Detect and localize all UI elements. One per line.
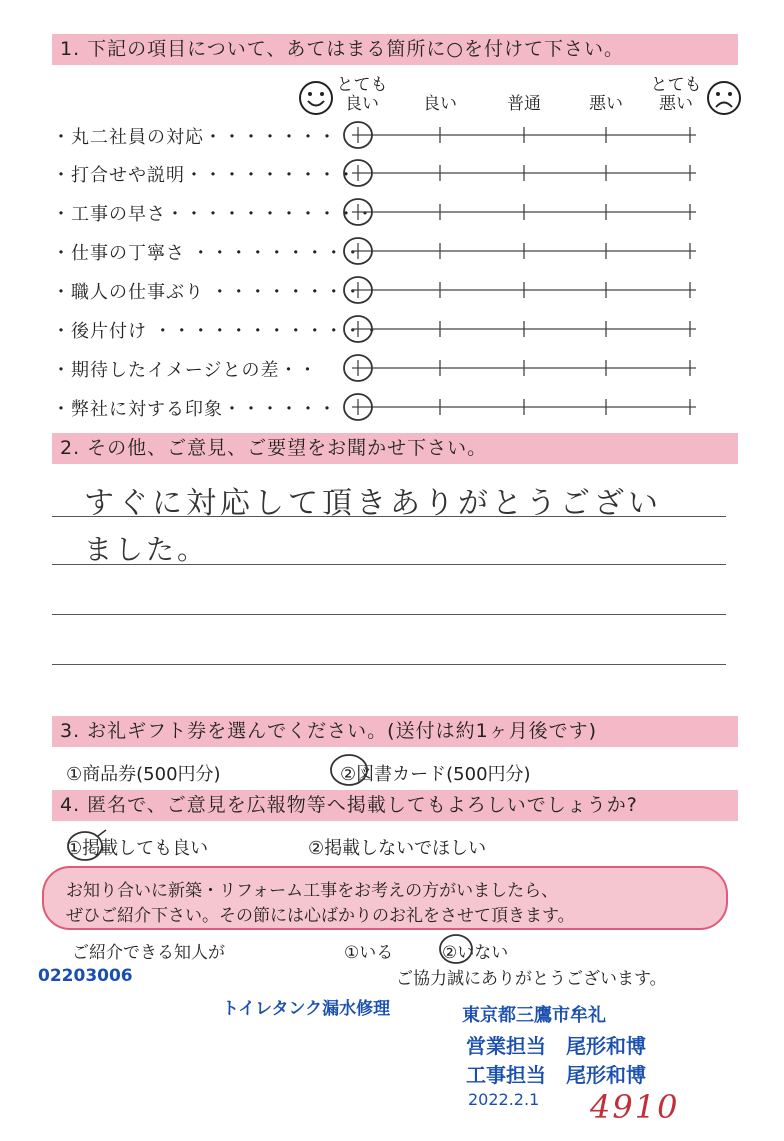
code-stamp: 02203006 xyxy=(38,966,133,986)
address-stamp: 東京都三鷹市牟礼 xyxy=(462,1005,606,1026)
scale-very-good-header: とても 良い xyxy=(336,75,388,114)
rating-row-label: ・打合せや説明・・・・・・・・・ xyxy=(52,165,356,186)
rating-row-label: ・仕事の丁寧さ ・・・・・・・・・ xyxy=(52,243,363,264)
rating-row-label: ・弊社に対する印象・・・・・・ xyxy=(52,399,337,420)
rating-row-label: ・工事の早さ・・・・・・・・・・・ xyxy=(52,204,375,225)
gift-option-book-card: ②図書カード(500円分) xyxy=(340,764,531,785)
comment-line-3 xyxy=(52,614,726,615)
selected-circle-icon xyxy=(64,828,110,864)
rating-scale-line xyxy=(340,315,700,345)
rating-row-label: ・期待したイメージとの差・・ xyxy=(52,360,318,381)
rating-row-label: ・後片付け ・・・・・・・・・・・・ xyxy=(52,321,382,342)
handwritten-comment-1: すぐに対応して頂きありがとうござい xyxy=(84,486,662,521)
scale-normal-header: 普通 xyxy=(507,94,541,114)
frown-face-icon xyxy=(706,80,742,116)
thanks-text: ご協力誠にありがとうございます。 xyxy=(396,969,667,989)
scale-very-bad-header: とても 悪い xyxy=(650,75,702,114)
sales-rep-stamp: 営業担当 尾形和博 xyxy=(466,1034,646,1058)
construction-rep-stamp: 工事担当 尾形和博 xyxy=(466,1063,646,1087)
rating-scale-line xyxy=(340,237,700,267)
handwritten-comment-2: ました。 xyxy=(84,533,209,566)
section1-title: 1. 下記の項目について、あてはまる箇所に○を付けて下さい。 xyxy=(52,34,738,65)
referral-option-yes: ①いる xyxy=(344,943,394,963)
section4-title: 4. 匿名で、ご意見を広報物等へ掲載してもよろしいでしょうか? xyxy=(52,790,738,821)
smiley-face-icon xyxy=(298,80,334,116)
scale-bad-header: 悪い xyxy=(589,94,623,114)
referral-option-no: ②いない xyxy=(442,943,509,963)
rating-scale-line xyxy=(340,198,700,228)
work-stamp: トイレタンク漏水修理 xyxy=(222,999,391,1019)
section3-title: 3. お礼ギフト券を選んでください。(送付は約1ヶ月後です) xyxy=(52,716,738,747)
rating-row-label: ・丸二社員の対応・・・・・・・ xyxy=(52,127,337,148)
gift-option-product-voucher: ①商品券(500円分) xyxy=(66,764,221,785)
referral-question: ご紹介できる知人が xyxy=(72,943,225,963)
rating-scale-line xyxy=(340,121,700,151)
referral-text-2: ぜひご紹介下さい。その節には心ばかりのお礼をさせて頂きます。 xyxy=(66,906,575,926)
rating-scale-line xyxy=(340,159,700,189)
referral-box xyxy=(42,866,728,930)
section2-title: 2. その他、ご意見、ご要望をお聞かせ下さい。 xyxy=(52,433,738,464)
handwritten-number: 4910 xyxy=(590,1088,680,1126)
publish-option-no: ②掲載しないでほしい xyxy=(308,838,487,859)
date-stamp: 2022.2.1 xyxy=(468,1090,540,1109)
comment-line-4 xyxy=(52,664,726,665)
scale-good-header: 良い xyxy=(423,94,457,114)
publish-option-ok: ①掲載しても良い xyxy=(66,838,209,859)
selected-circle-icon xyxy=(328,752,370,788)
referral-text-1: お知り合いに新築・リフォーム工事をお考えの方がいましたら、 xyxy=(66,881,559,901)
rating-scale-line xyxy=(340,276,700,306)
selected-circle-icon xyxy=(436,932,476,966)
rating-scale-line xyxy=(340,354,700,384)
rating-scale-line xyxy=(340,393,700,423)
rating-row-label: ・職人の仕事ぶり ・・・・・・・・ xyxy=(52,282,363,303)
